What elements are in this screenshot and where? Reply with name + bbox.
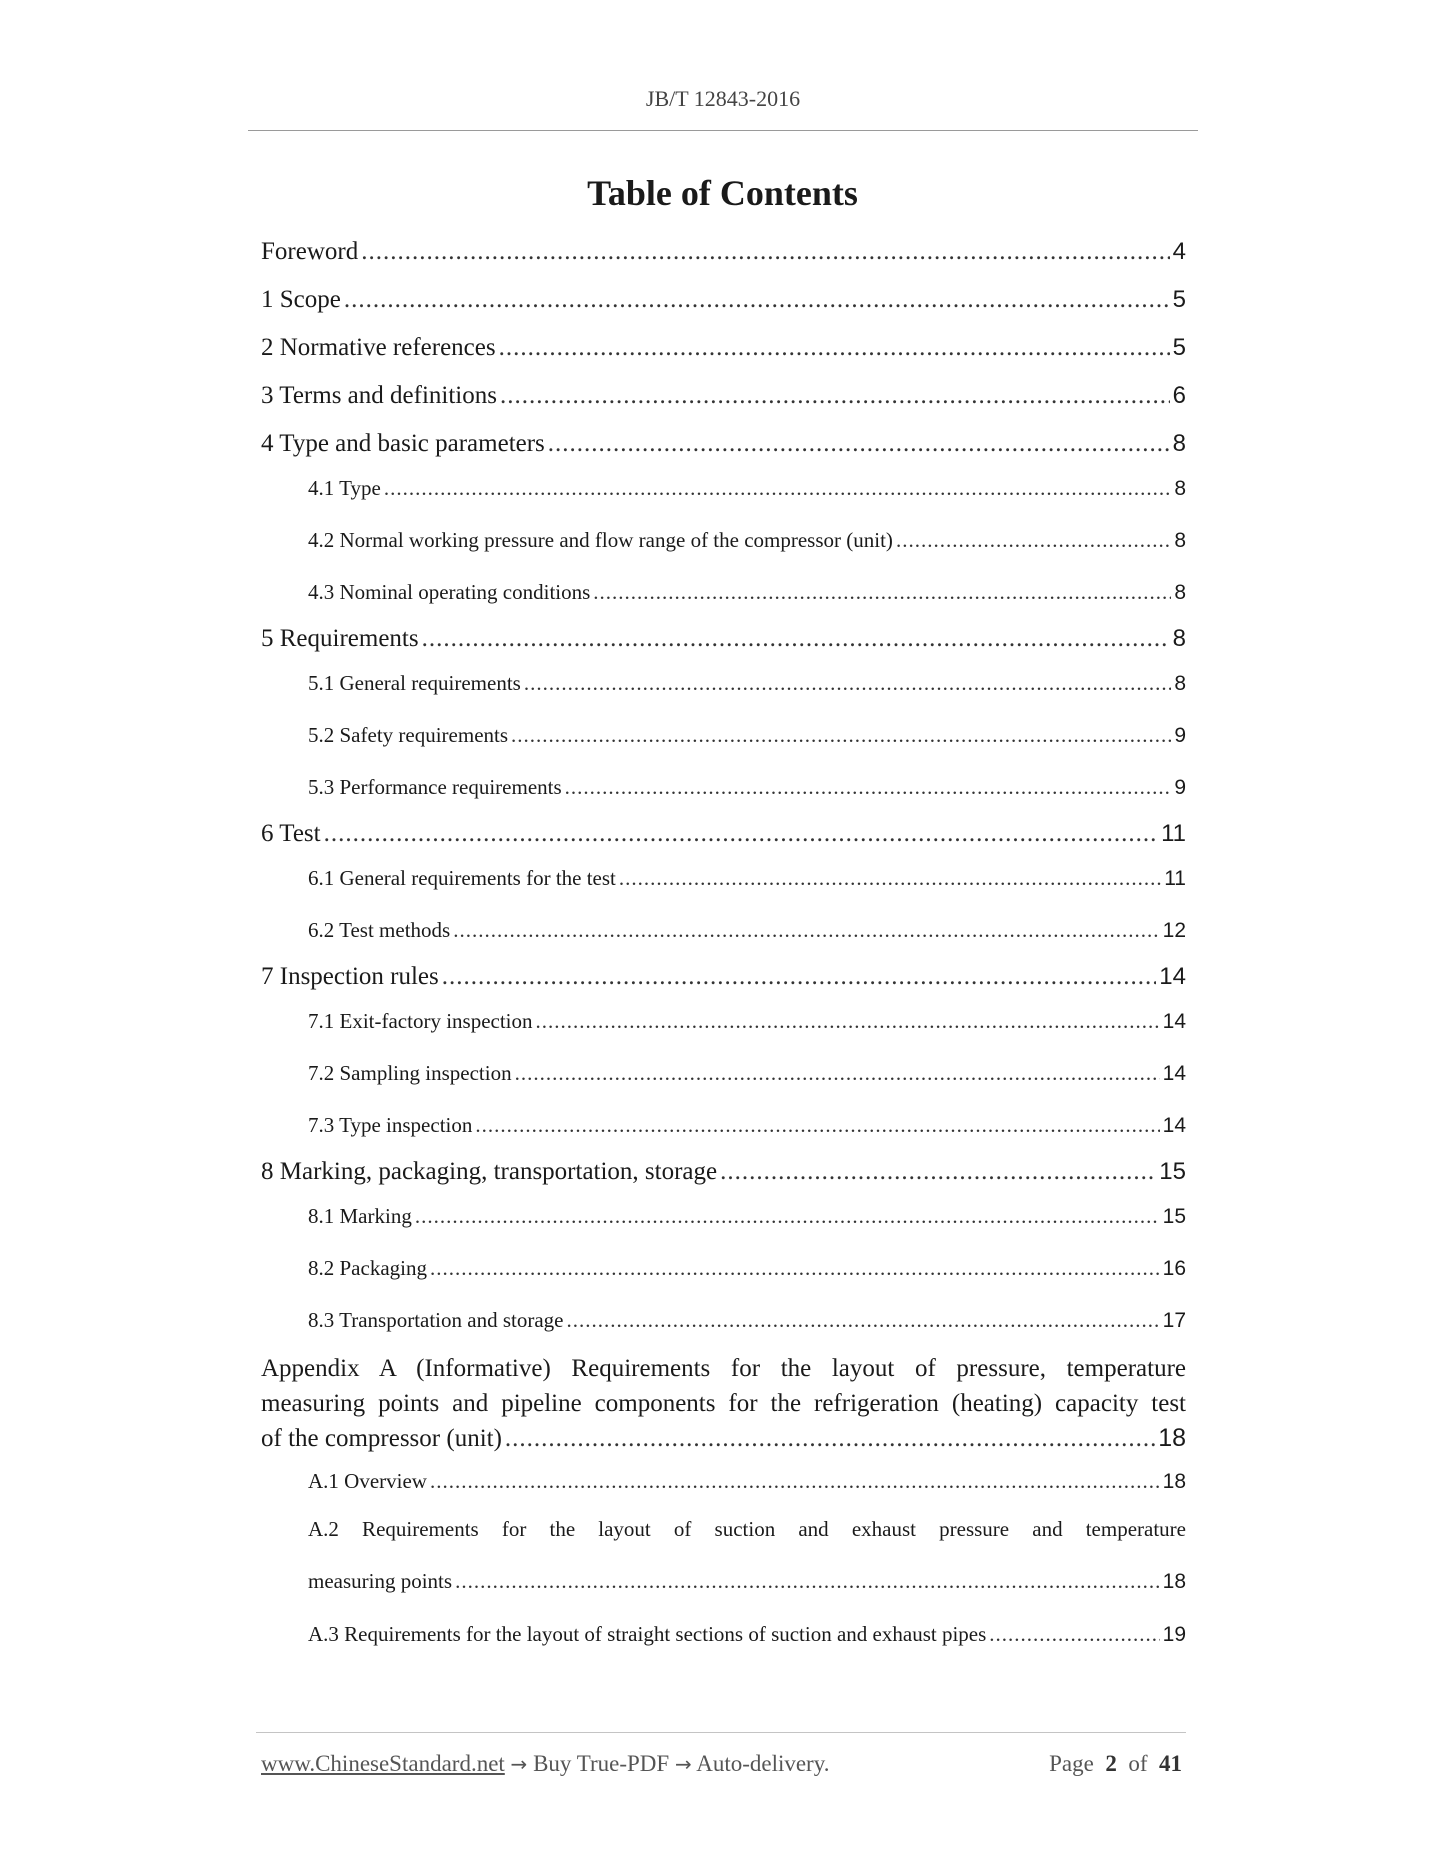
toc-page-number: 14 xyxy=(1162,1114,1186,1137)
dot-leader xyxy=(593,579,1171,606)
toc-page-number: 5 xyxy=(1172,286,1186,313)
dot-leader xyxy=(422,623,1170,654)
toc-entry-label: 7 Inspection rules xyxy=(261,963,439,990)
dot-leader xyxy=(415,1203,1160,1230)
toc-subentry-4-2[interactable] xyxy=(261,527,1186,554)
arrow-right-icon: → xyxy=(510,1752,528,1776)
footer-promo xyxy=(261,1751,829,1777)
dot-leader xyxy=(500,380,1170,411)
toc-subentry-7-1[interactable] xyxy=(261,1008,1186,1035)
dot-leader xyxy=(430,1468,1160,1495)
toc-page-number: 8 xyxy=(1174,581,1186,604)
toc-entry-scope[interactable] xyxy=(261,284,1186,315)
toc-page-number: 18 xyxy=(1162,1570,1186,1593)
toc-entry-label: Foreword xyxy=(261,238,359,265)
page-footer xyxy=(261,1751,1186,1777)
toc-entry-label: 8.1 Marking xyxy=(308,1204,412,1228)
toc-subentry-a-3[interactable] xyxy=(261,1621,1186,1648)
toc-entry-marking-packaging[interactable] xyxy=(261,1156,1186,1187)
toc-entry-label: A.3 Requirements for the layout of straight sections of suction and exhaust pipes xyxy=(308,1622,987,1646)
toc-subentry-a-1[interactable] xyxy=(261,1468,1186,1495)
toc-subentry-8-1[interactable] xyxy=(261,1203,1186,1230)
toc-entry-requirements[interactable] xyxy=(261,623,1186,654)
toc-page-number: 14 xyxy=(1162,1062,1186,1085)
toc-entry-label: 5 Requirements xyxy=(261,625,419,652)
toc-subentry-8-3[interactable] xyxy=(261,1307,1186,1334)
toc-page-number: 14 xyxy=(1159,963,1186,990)
dot-leader xyxy=(453,917,1159,944)
toc-subentry-4-1[interactable] xyxy=(261,475,1186,502)
dot-leader xyxy=(566,1307,1159,1334)
toc-entry-label: 1 Scope xyxy=(261,286,341,313)
toc-subentry-5-2[interactable] xyxy=(261,722,1186,749)
buy-pdf-text: Buy True-PDF xyxy=(533,1751,670,1776)
current-page-number: 2 xyxy=(1105,1751,1117,1776)
toc-entry-label-line: Appendix A (Informative) Requirements for the layout of pressure, temperature xyxy=(261,1355,1186,1382)
toc-page-number: 11 xyxy=(1161,820,1186,847)
toc-page-number: 8 xyxy=(1172,430,1186,457)
toc-subentry-a-2[interactable] xyxy=(261,1503,1186,1608)
toc-entry-label: 8 Marking, packaging, transportation, storage xyxy=(261,1158,718,1185)
dot-leader xyxy=(565,774,1172,801)
of-word: of xyxy=(1128,1751,1148,1776)
toc-entry-label: 5.1 General requirements xyxy=(308,671,521,695)
dot-leader xyxy=(324,818,1158,849)
toc-page-number: 18 xyxy=(1162,1470,1186,1493)
dot-leader xyxy=(896,527,1171,554)
toc-entry-label: 6.2 Test methods xyxy=(308,918,451,942)
dot-leader xyxy=(720,1156,1156,1187)
total-pages-number: 41 xyxy=(1159,1751,1182,1776)
toc-page-number: 15 xyxy=(1162,1205,1186,1228)
toc-subentry-6-1[interactable] xyxy=(261,865,1186,892)
header-divider xyxy=(248,130,1198,131)
dot-leader xyxy=(361,236,1169,267)
toc-entry-label: 5.2 Safety requirements xyxy=(308,723,509,747)
toc-entry-terms-definitions[interactable] xyxy=(261,380,1186,411)
toc-entry-type-basic-parameters[interactable] xyxy=(261,428,1186,459)
toc-page-number: 19 xyxy=(1162,1623,1186,1646)
toc-page-number: 12 xyxy=(1162,919,1186,942)
toc-entry-appendix-a[interactable] xyxy=(261,1351,1186,1456)
toc-page-number: 11 xyxy=(1164,867,1186,890)
toc-entry-label: of the compressor (unit) xyxy=(261,1425,502,1452)
toc-page-number: 8 xyxy=(1174,477,1186,500)
toc-entry-label: 6 Test xyxy=(261,820,321,847)
toc-entry-label: 2 Normative references xyxy=(261,334,496,361)
dot-leader xyxy=(989,1621,1159,1648)
dot-leader xyxy=(430,1255,1160,1282)
toc-page-number: 16 xyxy=(1162,1257,1186,1280)
toc-entry-label: measuring points xyxy=(308,1569,453,1593)
toc-entry-label: 8.2 Packaging xyxy=(308,1256,427,1280)
toc-page-number: 9 xyxy=(1174,724,1186,747)
page-title: Table of Contents xyxy=(587,173,858,213)
toc-entry-label: 4.3 Nominal operating conditions xyxy=(308,580,591,604)
toc-subentry-7-2[interactable] xyxy=(261,1060,1186,1087)
document-id-header: JB/T 12843-2016 xyxy=(645,86,801,111)
arrow-right-icon: → xyxy=(674,1752,692,1776)
toc-entry-label: 7.3 Type inspection xyxy=(308,1113,473,1137)
toc-entry-label-line: measuring points and pipeline components for the refrigeration (heating) capacity test xyxy=(261,1390,1186,1417)
toc-page-number: 8 xyxy=(1172,625,1186,652)
toc-subentry-4-3[interactable] xyxy=(261,579,1186,606)
toc-entry-inspection-rules[interactable] xyxy=(261,961,1186,992)
dot-leader xyxy=(442,961,1157,992)
toc-page-number: 14 xyxy=(1162,1010,1186,1033)
dot-leader xyxy=(524,670,1171,697)
toc-subentry-5-1[interactable] xyxy=(261,670,1186,697)
dot-leader xyxy=(499,332,1170,363)
dot-leader xyxy=(515,1060,1160,1087)
dot-leader xyxy=(536,1008,1160,1035)
toc-page-number: 17 xyxy=(1162,1309,1186,1332)
dot-leader xyxy=(344,284,1170,315)
toc-subentry-7-3[interactable] xyxy=(261,1112,1186,1139)
toc-entry-label: 4 Type and basic parameters xyxy=(261,430,545,457)
toc-entry-label: 7.2 Sampling inspection xyxy=(308,1061,512,1085)
page-word: Page xyxy=(1049,1751,1094,1776)
page-indicator xyxy=(1049,1751,1182,1777)
dot-leader xyxy=(511,722,1171,749)
dot-leader xyxy=(475,1112,1159,1139)
footer-divider xyxy=(256,1732,1186,1733)
toc-entry-normative-references[interactable] xyxy=(261,332,1186,363)
toc-subentry-8-2[interactable] xyxy=(261,1255,1186,1282)
toc-page-number: 18 xyxy=(1158,1424,1186,1452)
toc-entry-label: 8.3 Transportation and storage xyxy=(308,1308,564,1332)
toc-page-number: 9 xyxy=(1174,776,1186,799)
toc-entry-label: 5.3 Performance requirements xyxy=(308,775,562,799)
toc-subentry-5-3[interactable] xyxy=(261,774,1186,801)
toc-page-number: 6 xyxy=(1172,382,1186,409)
toc-entry-label: 6.1 General requirements for the test xyxy=(308,866,616,890)
toc-subentry-6-2[interactable] xyxy=(261,917,1186,944)
toc-page-number: 8 xyxy=(1174,672,1186,695)
auto-delivery-text: Auto-delivery. xyxy=(696,1751,830,1776)
toc-entry-test[interactable] xyxy=(261,818,1186,849)
toc-entry-foreword[interactable] xyxy=(261,236,1186,267)
toc-entry-label: 4.1 Type xyxy=(308,476,381,500)
dot-leader xyxy=(384,475,1172,502)
toc-entry-label: 4.2 Normal working pressure and flow range of the compressor (unit) xyxy=(308,528,893,552)
toc-page-number: 5 xyxy=(1172,334,1186,361)
dot-leader xyxy=(455,1555,1160,1607)
dot-leader xyxy=(505,1421,1155,1456)
dot-leader xyxy=(619,865,1161,892)
toc-page-number: 15 xyxy=(1159,1158,1186,1185)
toc-page-number: 4 xyxy=(1172,238,1186,265)
website-link[interactable]: www.ChineseStandard.net xyxy=(261,1751,505,1776)
dot-leader xyxy=(548,428,1170,459)
toc-entry-label: 7.1 Exit-factory inspection xyxy=(308,1009,533,1033)
toc-entry-label: 3 Terms and definitions xyxy=(261,382,497,409)
toc-entry-label-line: A.2 Requirements for the layout of suction and exhaust pressure and temperature xyxy=(308,1517,1186,1541)
table-of-contents xyxy=(261,236,1186,1648)
toc-page-number: 8 xyxy=(1174,529,1186,552)
toc-entry-label: A.1 Overview xyxy=(308,1469,427,1493)
